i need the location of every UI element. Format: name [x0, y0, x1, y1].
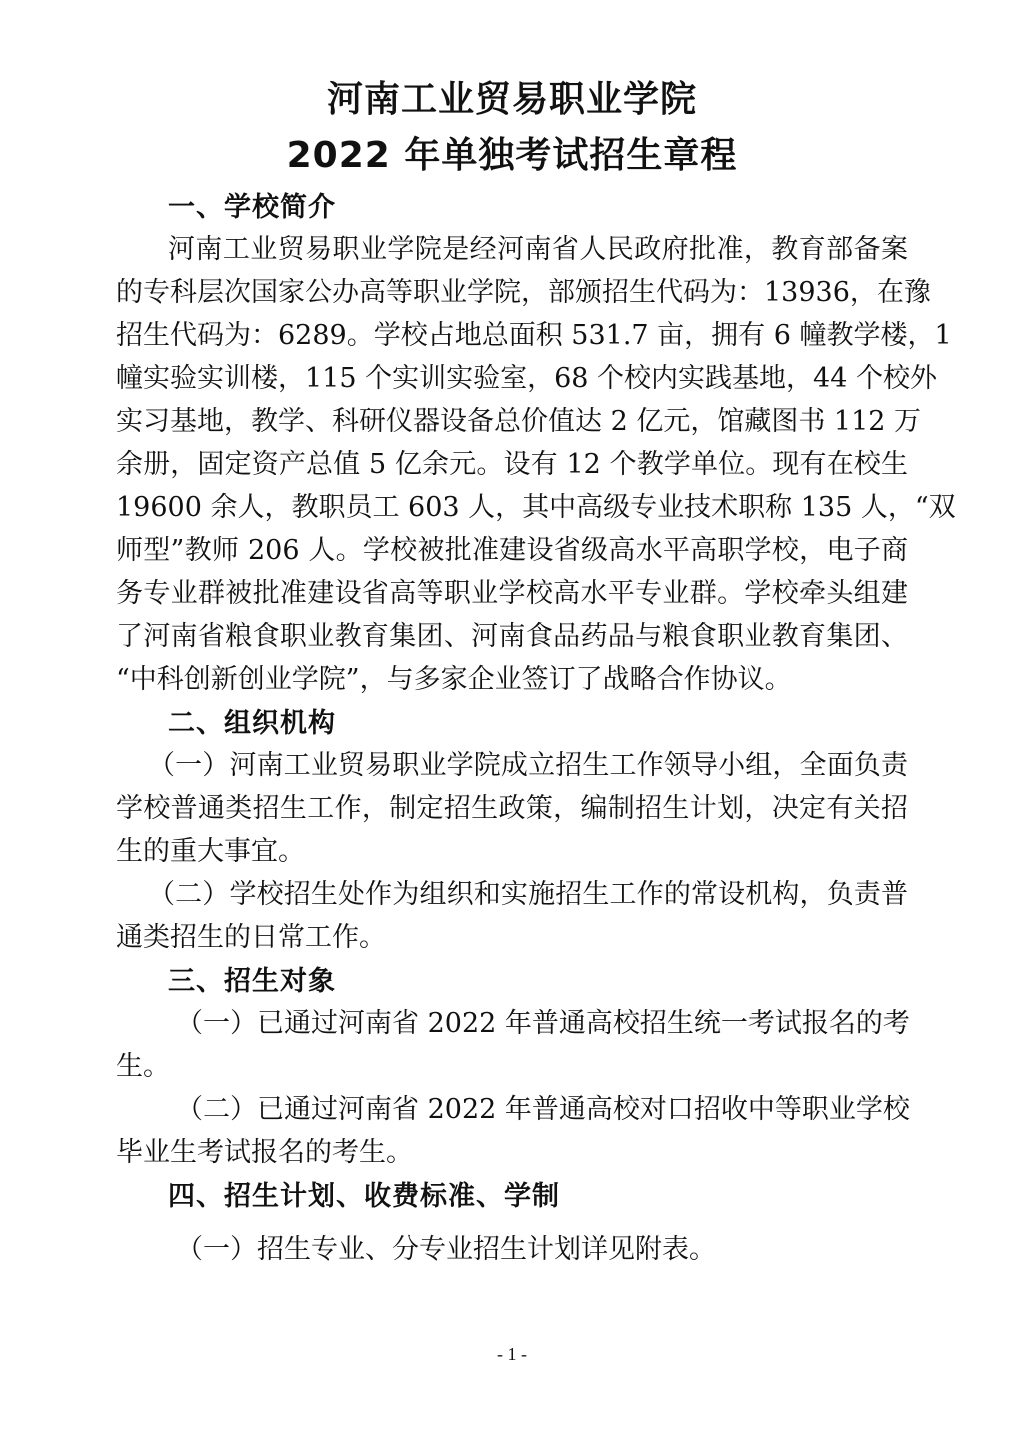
paragraph-line: 学校普通类招生工作，制定招生政策，编制招生计划，决定有关招	[116, 793, 908, 824]
paragraph-line: （二）学校招生处作为组织和实施招生工作的常设机构，负责普	[148, 879, 908, 910]
section-heading-school-intro: 一、学校简介	[168, 192, 336, 223]
section-heading-organization: 二、组织机构	[168, 708, 336, 739]
paragraph-line: 生。	[116, 1051, 170, 1082]
paragraph-line: （二）已通过河南省 2022 年普通高校对口招收中等职业学校	[176, 1094, 910, 1125]
paragraph-line: 招生代码为：6289。学校占地总面积 531.7 亩，拥有 6 幢教学楼，1	[116, 320, 952, 351]
paragraph-line: 通类招生的日常工作。	[116, 922, 386, 953]
paragraph-line: 的专科层次国家公办高等职业学院，部颁招生代码为：13936，在豫	[116, 277, 931, 308]
page-number: - 1 -	[497, 1344, 527, 1364]
paragraph-line: 实习基地，教学、科研仪器设备总价值达 2 亿元，馆藏图书 112 万	[116, 406, 922, 437]
paragraph-line: 师型”教师 206 人。学校被批准建设省级高水平高职学校，电子商	[116, 535, 908, 566]
paragraph-line: （一）招生专业、分专业招生计划详见附表。	[176, 1234, 716, 1265]
paragraph-line: 19600 余人，教职员工 603 人，其中高级专业技术职称 135 人，“双	[116, 492, 956, 523]
paragraph-line: 河南工业贸易职业学院是经河南省人民政府批准，教育部备案	[168, 234, 908, 265]
paragraph-line: “中科创新创业学院”，与多家企业签订了战略合作协议。	[116, 664, 792, 695]
section-heading-admission-plan: 四、招生计划、收费标准、学制	[168, 1181, 560, 1212]
paragraph-line: 幢实验实训楼，115 个实训实验室，68 个校内实践基地，44 个校外	[116, 363, 937, 394]
document-title-line1: 河南工业贸易职业学院	[326, 79, 697, 120]
paragraph-line: 务专业群被批准建设省高等职业学校高水平专业群。学校牵头组建	[116, 578, 908, 609]
paragraph-line: 了河南省粮食职业教育集团、河南食品药品与粮食职业教育集团、	[116, 621, 908, 652]
document-title-line2: 2022 年单独考试招生章程	[286, 135, 738, 176]
paragraph-line: （一）已通过河南省 2022 年普通高校招生统一考试报名的考	[176, 1008, 910, 1039]
paragraph-line: （一）河南工业贸易职业学院成立招生工作领导小组，全面负责	[148, 750, 908, 781]
paragraph-line: 余册，固定资产总值 5 亿余元。设有 12 个教学单位。现有在校生	[116, 449, 908, 480]
paragraph-line: 生的重大事宜。	[116, 836, 305, 867]
paragraph-line: 毕业生考试报名的考生。	[116, 1137, 413, 1168]
section-heading-admission-targets: 三、招生对象	[168, 966, 336, 997]
